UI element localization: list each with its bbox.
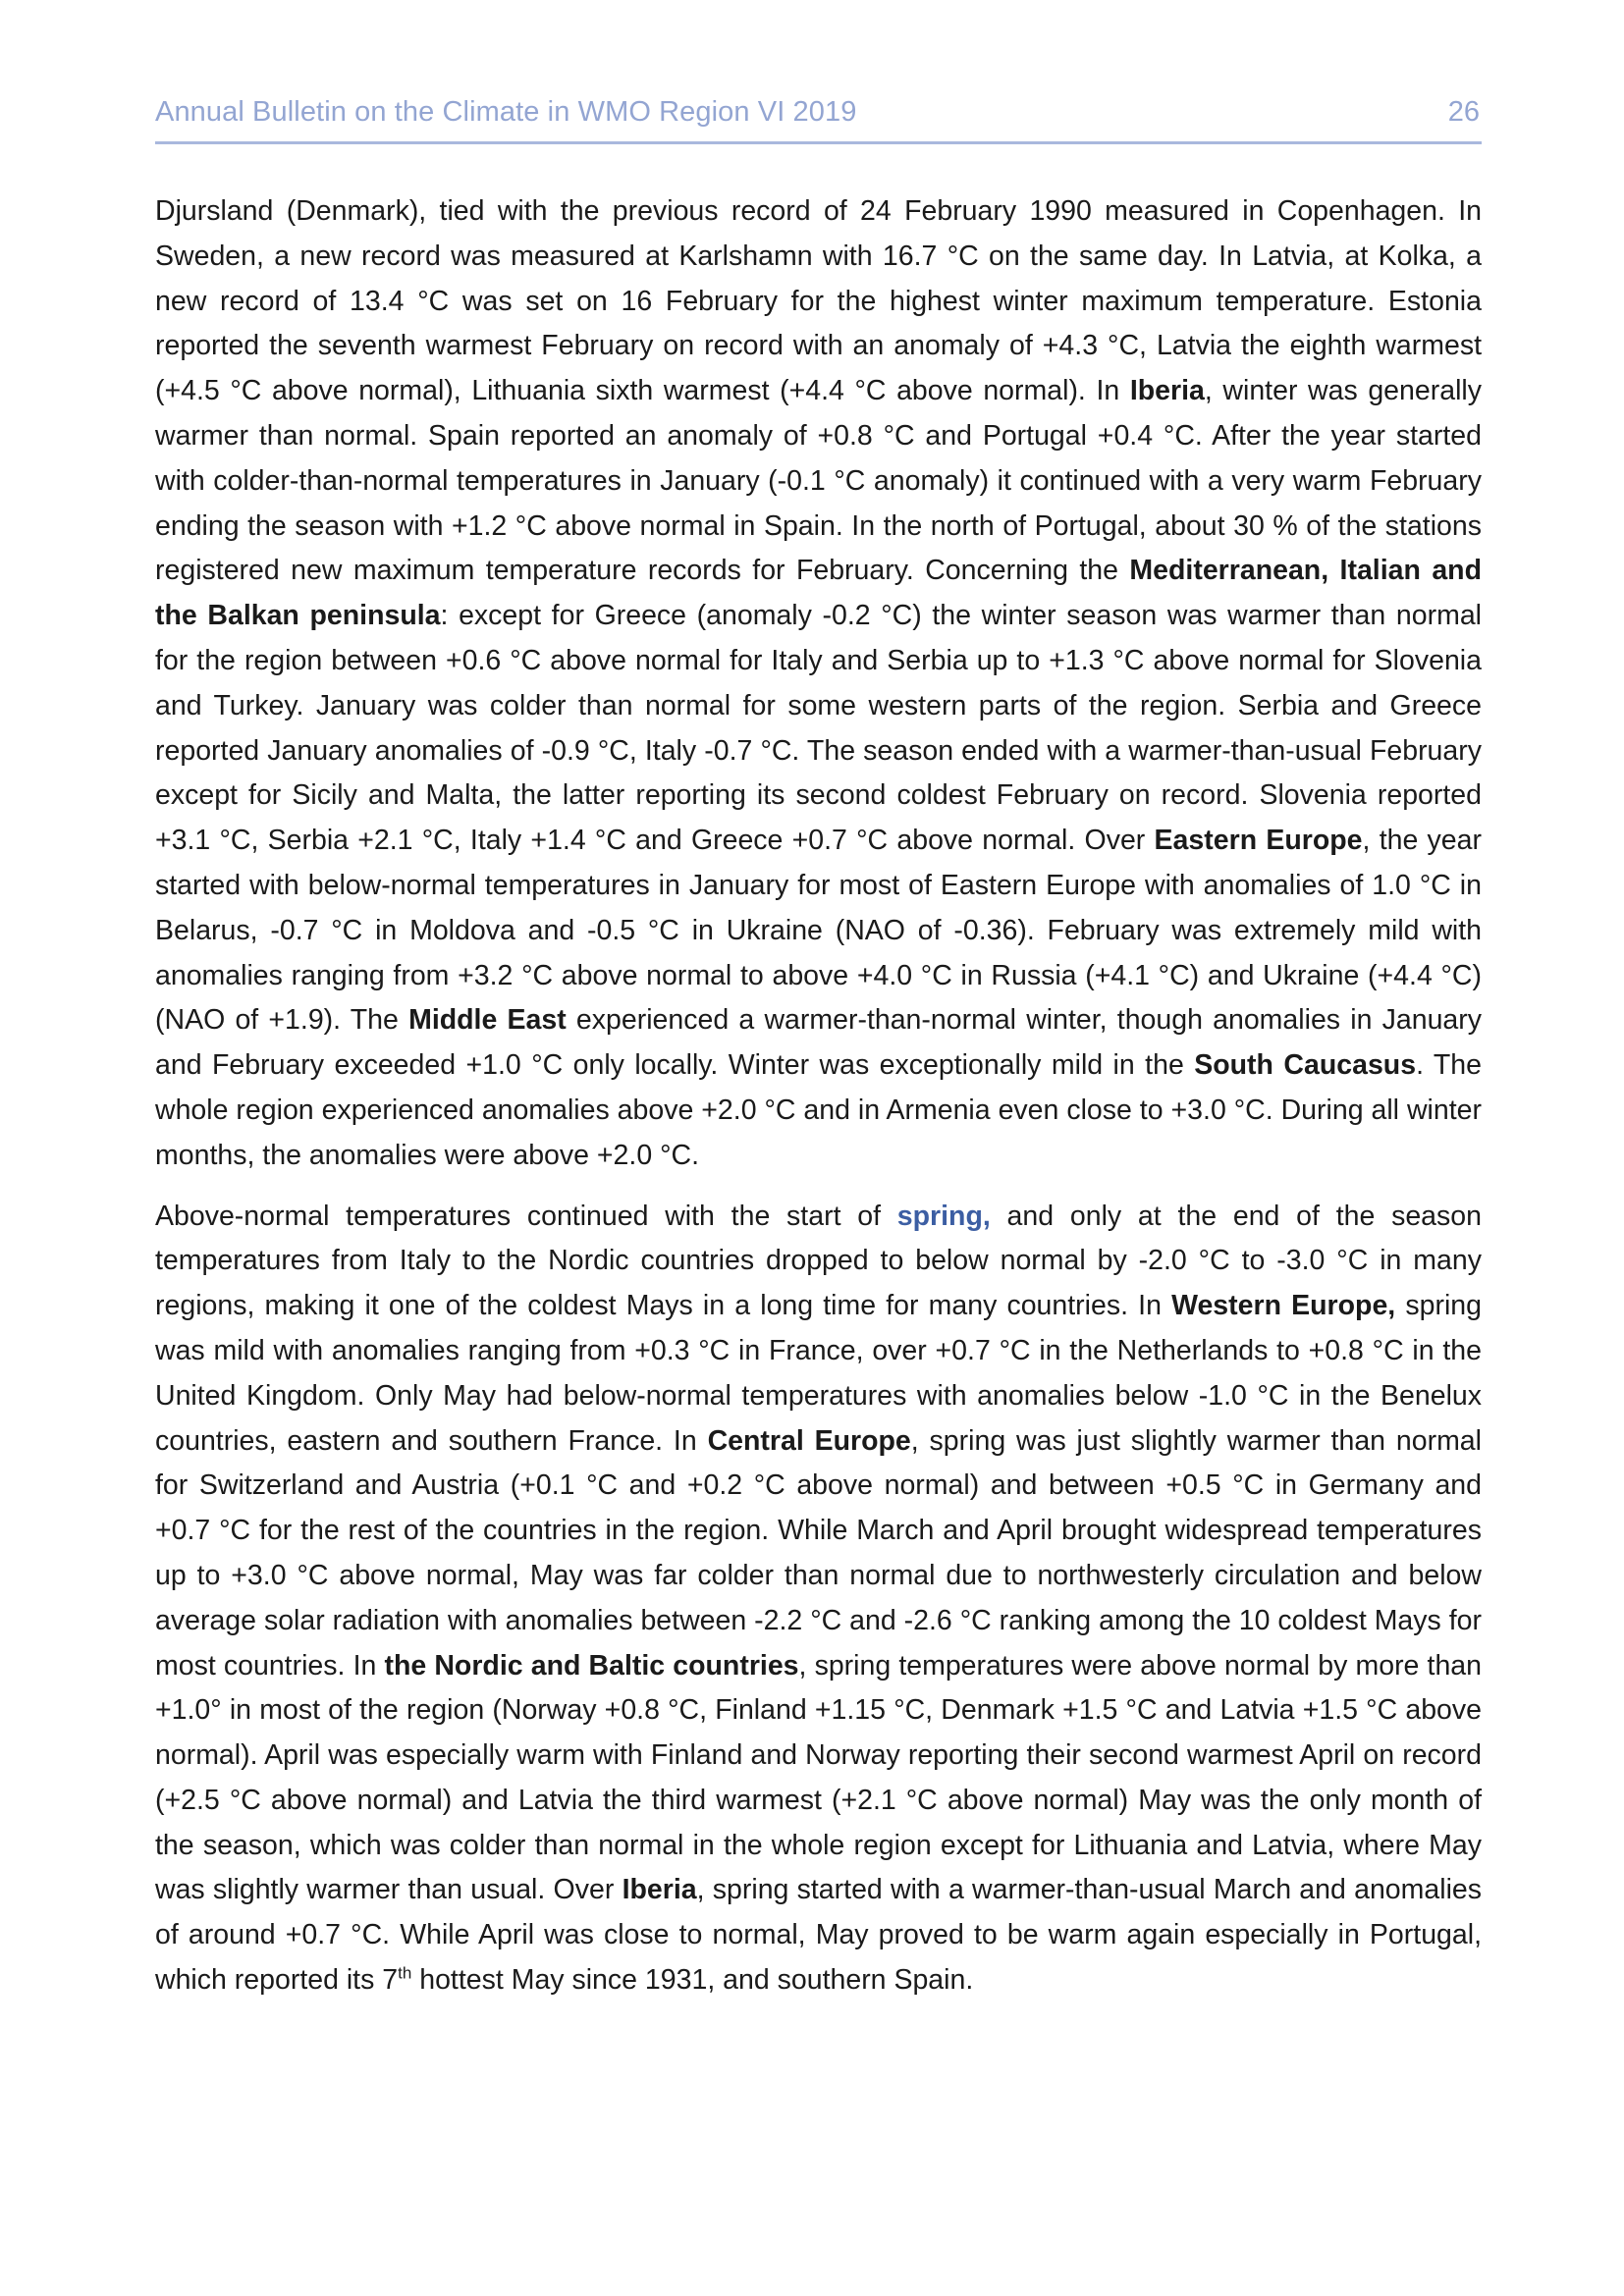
text-run: and only at the end of the season temperatures from Italy to the Nordic countries dropped to below normal by -2.0 °C to -3.0 °C in many regions, making it one of the coldest Mays in a long time for many countries. In — [155, 1200, 1482, 1322]
region-name: Eastern Europe — [1154, 825, 1363, 857]
region-name: Central Europe — [707, 1424, 911, 1457]
text-run: . The whole region experienced anomalies above +2.0 °C and in Armenia even close to +3.0 °C. During all winter months, the anomalies were above +2.0 °C. — [155, 1049, 1483, 1171]
text-run: : except for Greece (anomaly -0.2 °C) the winter season was warmer than normal for the region between +0.6 °C above normal for Italy and Serbia up to +1.3 °C above normal for Slovenia and Turkey. January was colder than normal for some western parts of the region. Serbia and Greece reported January anomalies of -0.9 °C, Italy -0.7 °C. The season ended with a warmer-than-usual February except for Sicily and Malta, the latter reporting its second coldest February on record. Slovenia reported +3.1 °C, Serbia +2.1 °C, Italy +1.4 °C and Greece +0.7 °C above normal. Over — [155, 600, 1482, 857]
text-run: experienced a warmer-than-normal winter, though anomalies in January and February exceeded +1.0 °C only locally. Winter was exceptionally mild in the — [155, 1004, 1483, 1082]
page-number: 26 — [1447, 96, 1480, 128]
text-run: , spring was just slightly warmer than normal for Switzerland and Austria (+0.1 °C and +0.2 °C above normal) and between +0.5 °C in Germany and +0.7 °C for the rest of the countries in the region. While March and April brought widespread temperatures up to +3.0 °C above normal, May was far colder than normal due to northwesterly circulation and below average solar radiation with anomalies between -2.2 °C and -2.6 °C ranking among the 10 coldest Mays for most countries. In — [155, 1424, 1482, 1682]
text-run: , the year started with below-normal temperatures in January for most of Eastern Europe with anomalies of 1.0 °C in Belarus, -0.7 °C in Moldova and -0.5 °C in Ukraine (NAO of -0.36). February was extremely mild with anomalies ranging from +3.2 °C above normal to above +4.0 °C in Russia (+4.1 °C) and Ukraine (+4.4 °C) (NAO of +1.9). The — [155, 825, 1482, 1037]
region-name: Mediterranean, Italian and the Balkan peninsula — [155, 555, 1482, 632]
body-text — [155, 189, 1482, 2003]
region-name: Iberia — [622, 1874, 697, 1906]
region-name: Middle East — [408, 1004, 567, 1037]
text-run: Above-normal temperatures continued with the start of — [155, 1200, 897, 1232]
paragraph-spring — [155, 1195, 1482, 2003]
text-run: hottest May since 1931, and southern Spain. — [411, 1964, 974, 1997]
region-name: Iberia — [1129, 375, 1205, 407]
ordinal-superscript: th — [398, 1963, 412, 1983]
text-run: , spring started with a warmer-than-usual March and anomalies of around +0.7 °C. While April was close to normal, May proved to be warm again especially in Portugal, which reported its 7 — [155, 1874, 1483, 1997]
text-run: , winter was generally warmer than normal. Spain reported an anomaly of +0.8 °C and Portugal +0.4 °C. After the year started with colder-than-normal temperatures in January (-0.1 °C anomaly) it continued with a very warm February ending the season with +1.2 °C above normal in Spain. In the north of Portugal, about 30 % of the stations registered new maximum temperature records for February. Concerning the — [155, 375, 1482, 587]
paragraph-winter — [155, 189, 1482, 1179]
region-name: Western Europe, — [1171, 1290, 1396, 1322]
text-run: Djursland (Denmark), tied with the previous record of 24 February 1990 measured in Copenhagen. In Sweden, a new record was measured at Karlshamn with 16.7 °C on the same day. In Latvia, at Kolka, a new record of 13.4 °C was set on 16 February for the highest winter maximum temperature. Estonia reported the seventh warmest February on record with an anomaly of +4.3 °C, Latvia the eighth warmest (+4.5 °C above normal), Lithuania sixth warmest (+4.4 °C above normal). In — [155, 195, 1482, 407]
running-title: Annual Bulletin on the Climate in WMO Region VI 2019 — [155, 96, 857, 128]
page-header — [155, 96, 1482, 144]
region-name: South Caucasus — [1194, 1049, 1417, 1082]
text-run: , spring temperatures were above normal by more than +1.0° in most of the region (Norway +0.8 °C, Finland +1.15 °C, Denmark +1.5 °C and Latvia +1.5 °C above normal). April was especially warm with Finland and Norway reporting their second warmest April on record (+2.5 °C above normal) and Latvia the third warmest (+2.1 °C above normal) May was the only month of the season, which was colder than normal in the whole region except for Lithuania and Latvia, where May was slightly warmer than usual. Over — [155, 1649, 1483, 1906]
season-name: spring, — [896, 1200, 991, 1232]
text-run: spring was mild with anomalies ranging from +0.3 °C in France, over +0.7 °C in the Netherlands to +0.8 °C in the United Kingdom. Only May had below-normal temperatures with anomalies below -1.0 °C in the Benelux countries, eastern and southern France. In — [155, 1290, 1482, 1457]
region-name: the Nordic and Baltic countries — [384, 1649, 799, 1682]
